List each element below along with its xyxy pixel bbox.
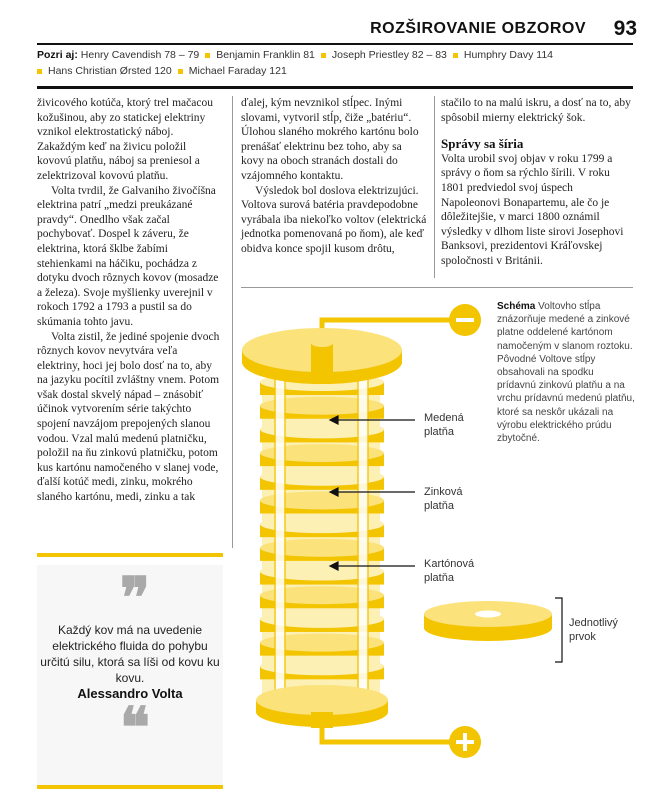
minus-terminal-icon	[449, 304, 481, 336]
paragraph: stačilo to na malú iskru, a dosť na to, aby spôsobil mierny elektrický šok.	[441, 97, 631, 124]
wire-bottom	[322, 725, 450, 742]
paragraph: Volta zistil, že jediné spojenie dvoch rôznych kovov nevytvára veľa elektriny, hoci jej bolo dosť na to, aby na jazyku pocítil zvláštny vnem. Potom však dostal skvelý nápad – znásobiť účinok vytvorením série takýchto spojení navzájom prepojených slanou vodou. Vzal malú medenú platničku, položil na ňu zinkovú platničku, potom kus kartónu namočeného v slanej vode, ďalší kotúč medi, zinku, mokrého slaného kartónu, medi, zinku a tak	[37, 330, 220, 504]
label-zinc: Zinková platňa	[424, 486, 463, 512]
close-quote-icon: ❝	[119, 695, 151, 761]
single-element-icon	[424, 601, 552, 641]
section-title: ROZŠIROVANIE OBZOROV	[370, 20, 586, 37]
see-also-item: Humphry Davy 114	[463, 49, 553, 61]
caption-bold: Schéma	[497, 301, 536, 312]
see-also-item: Henry Cavendish 78 – 79	[80, 49, 200, 61]
quote-author: Alessandro Volta	[77, 686, 183, 701]
quote-text: Každý kov má na uvedenie elektrického fluida do pohybu určitú silu, ktorá sa líši od kovu ku kovu.	[40, 623, 220, 685]
open-quote-icon: ❞	[119, 565, 151, 631]
page-number: 93	[613, 17, 637, 40]
caption-text: Voltovho stĺpa znázorňuje medené a zinkové platne oddelené kartónom namočeným v slanom roztoku. Pôvodné Voltove stĺpy obsahovali na spodku prídavnú zinkovú platňu a na vrchu prídavnú medenú platňu, ktoré sa neskôr ukázali na výrobu elektrického prúdu zbytočné.	[497, 301, 635, 445]
single-element-bracket	[555, 598, 562, 662]
paragraph: Volta urobil svoj objav v roku 1799 a správy o ňom sa rýchlo šírili. V roku 1801 predviedol svoj úspech Napoleonovi Bonapartemu, ale čo je dôležitejšie, v marci 1800 oznámil výsledky v dlhom liste sirovi Josephovi Banksovi, prezidentovi Kráľovskej spoločnosti v Británii.	[441, 152, 624, 267]
label-copper: Medená platňa	[424, 412, 464, 438]
see-also-item: Michael Faraday 121	[188, 65, 287, 77]
paragraph: ďalej, kým nevznikol stĺpec. Inými slovami, vytvoril stĺp, čiže „batériu“. Úlohou slaného mokrého kartónu bolo prenášať elektrinu bez toho, aby sa kovy na oboch stranách dostali do vzájomného kontaktu.	[241, 97, 419, 182]
plus-terminal-icon	[449, 726, 481, 758]
see-also-item: Benjamin Franklin 81	[216, 49, 315, 61]
see-also-item: Joseph Priestley 82 – 83	[331, 49, 447, 61]
subheading: Správy sa šíria	[441, 136, 524, 152]
see-also-label: Pozri aj:	[37, 49, 78, 61]
label-single-element: Jednotlivý prvok	[569, 617, 618, 643]
paragraph: Výsledok bol doslova elektrizujúci. Voltova surová batéria pravdepodobne vyrábala iba niekoľko voltov (elektrická jednotka pomenovaná po ňom), ale keď obidva konce spojil kusom drôtu,	[241, 184, 427, 255]
diagram-caption	[497, 300, 635, 445]
label-card: Kartónová platňa	[424, 558, 475, 584]
paragraph: živicového kotúča, ktorý trel mačacou kožušinou, aby zo statickej elektriny vznikol elektrostatický náboj. Zakaždým keď na živicu položil kovovú platňu, náboj sa preniesol a zelektrizoval kovovú platňu.	[37, 97, 213, 182]
see-also-item: Hans Christian Ørsted 120	[48, 65, 172, 77]
paragraph: Volta tvrdil, že Galvaniho živočíšna elektrina patrí „medzi preukázané pravdy“. Onedlho však začal pochybovať. Dospel k záveru, že elektrina, ktorá šklbe žabími stehienkami na háčiku, pochádza z dotyku dvoch rôznych kovov (mosadze a železa). Svoje myšlienky uverejnil v rokoch 1792 a 1793 a pustil sa do skúmania tohto javu.	[37, 184, 219, 328]
pile-body	[242, 328, 402, 728]
